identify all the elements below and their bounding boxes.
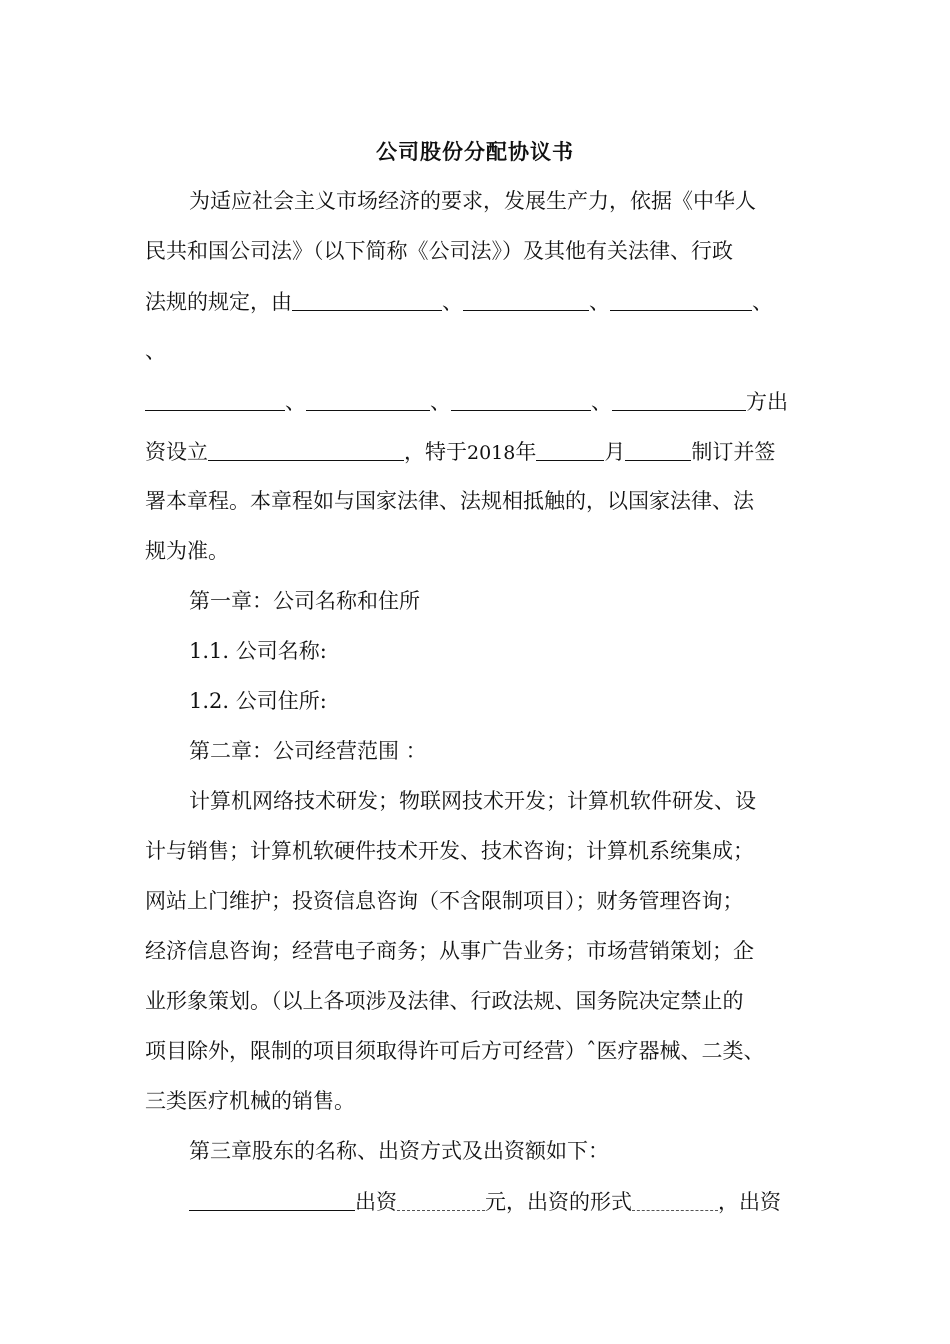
blank-contribution-form[interactable] bbox=[632, 1184, 718, 1211]
intro-text-1: 为适应社会主义市场经济的要求，发展生产力，依据《中华人 bbox=[189, 189, 756, 213]
scope-text-1: 计算机网络技术研发；物联网技术开发；计算机软件研发、设 bbox=[189, 789, 756, 813]
blank-shareholder-name[interactable] bbox=[189, 1184, 355, 1211]
chapter1-heading-text: 第一章：公司名称和住所 bbox=[189, 589, 420, 613]
month-label: 月 bbox=[604, 440, 626, 464]
contribution-form-label: 元，出资的形式 bbox=[485, 1190, 632, 1214]
blank-contribution-amount[interactable] bbox=[397, 1184, 485, 1211]
intro-line-7 bbox=[145, 484, 807, 518]
year-label: 年 bbox=[515, 440, 537, 464]
chapter1-heading bbox=[145, 584, 807, 618]
separator: 、 bbox=[145, 339, 166, 363]
blank-party-6[interactable] bbox=[451, 384, 591, 411]
separator: 、 bbox=[591, 390, 612, 414]
separator: 、 bbox=[752, 290, 773, 314]
document-title: 公司股份分配协议书 bbox=[376, 140, 574, 164]
blank-party-3[interactable] bbox=[610, 284, 752, 311]
chapter2-heading bbox=[145, 734, 807, 768]
scope-line-6 bbox=[145, 1034, 807, 1068]
separator: 、 bbox=[442, 290, 463, 314]
intro-text-6c: 制订并签 bbox=[691, 440, 776, 464]
intro-line-5 bbox=[145, 384, 807, 418]
scope-text-4: 经济信息咨询；经营电子商务；从事广告业务；市场营销策划；企 bbox=[145, 939, 754, 963]
scope-line-3 bbox=[145, 884, 807, 918]
contribution-tail: ，出资 bbox=[718, 1190, 781, 1214]
blank-party-5[interactable] bbox=[306, 384, 430, 411]
scope-text-3: 网站上门维护；投资信息咨询（不含限制项目）；财务管理咨询； bbox=[145, 889, 744, 913]
company-name-label: 1.1. 公司名称: bbox=[189, 639, 327, 663]
intro-line-6 bbox=[145, 434, 807, 468]
scope-line-5 bbox=[145, 984, 807, 1018]
intro-text-6b: ，特于 bbox=[404, 440, 467, 464]
separator: 、 bbox=[285, 390, 306, 414]
intro-text-5: 方出 bbox=[746, 390, 788, 414]
blank-company-name[interactable] bbox=[208, 434, 404, 461]
year-value: 2018 bbox=[467, 442, 516, 464]
intro-line-4 bbox=[145, 334, 807, 368]
scope-line-1 bbox=[145, 784, 807, 818]
blank-month[interactable] bbox=[536, 434, 604, 461]
company-address-label: 1.2. 公司住所: bbox=[189, 689, 327, 713]
intro-line-1 bbox=[145, 184, 807, 218]
scope-text-6: 项目除外，限制的项目须取得许可后方可经营）ˆ医疗器械、二类、 bbox=[145, 1039, 765, 1063]
scope-line-2 bbox=[145, 834, 807, 868]
intro-line-3 bbox=[145, 284, 807, 318]
scope-line-7 bbox=[145, 1084, 807, 1118]
scope-line-4 bbox=[145, 934, 807, 968]
intro-text-8: 规为准。 bbox=[145, 539, 229, 563]
separator: 、 bbox=[430, 390, 451, 414]
scope-text-7: 三类医疗机械的销售。 bbox=[145, 1089, 355, 1113]
chapter2-heading-text: 第二章：公司经营范围 ： bbox=[189, 739, 427, 763]
blank-party-2[interactable] bbox=[463, 284, 589, 311]
scope-text-5: 业形象策划。（以上各项涉及法律、行政法规、国务院决定禁止的 bbox=[145, 989, 744, 1013]
scope-text-2: 计与销售；计算机软硬件技术开发、技术咨询；计算机系统集成； bbox=[145, 839, 754, 863]
intro-text-3: 法规的规定，由 bbox=[145, 290, 292, 314]
intro-text-6a: 资设立 bbox=[145, 440, 208, 464]
blank-party-7[interactable] bbox=[612, 384, 746, 411]
chapter3-heading bbox=[145, 1134, 807, 1168]
shareholder-line-1 bbox=[145, 1184, 807, 1218]
intro-text-7: 署本章程。本章程如与国家法律、法规相抵触的，以国家法律、法 bbox=[145, 489, 754, 513]
contribution-label: 出资 bbox=[355, 1190, 397, 1214]
blank-day[interactable] bbox=[625, 434, 691, 461]
chapter1-item-2 bbox=[145, 684, 807, 718]
intro-line-8 bbox=[145, 534, 807, 568]
chapter1-item-1 bbox=[145, 634, 807, 668]
separator: 、 bbox=[589, 290, 610, 314]
blank-party-1[interactable] bbox=[292, 284, 442, 311]
intro-text-2: 民共和国公司法》（以下简称《公司法》）及其他有关法律、行政 bbox=[145, 239, 733, 263]
blank-party-4[interactable] bbox=[145, 384, 285, 411]
intro-line-2 bbox=[145, 234, 807, 268]
chapter3-heading-text: 第三章股东的名称、出资方式及出资额如下： bbox=[189, 1139, 609, 1163]
